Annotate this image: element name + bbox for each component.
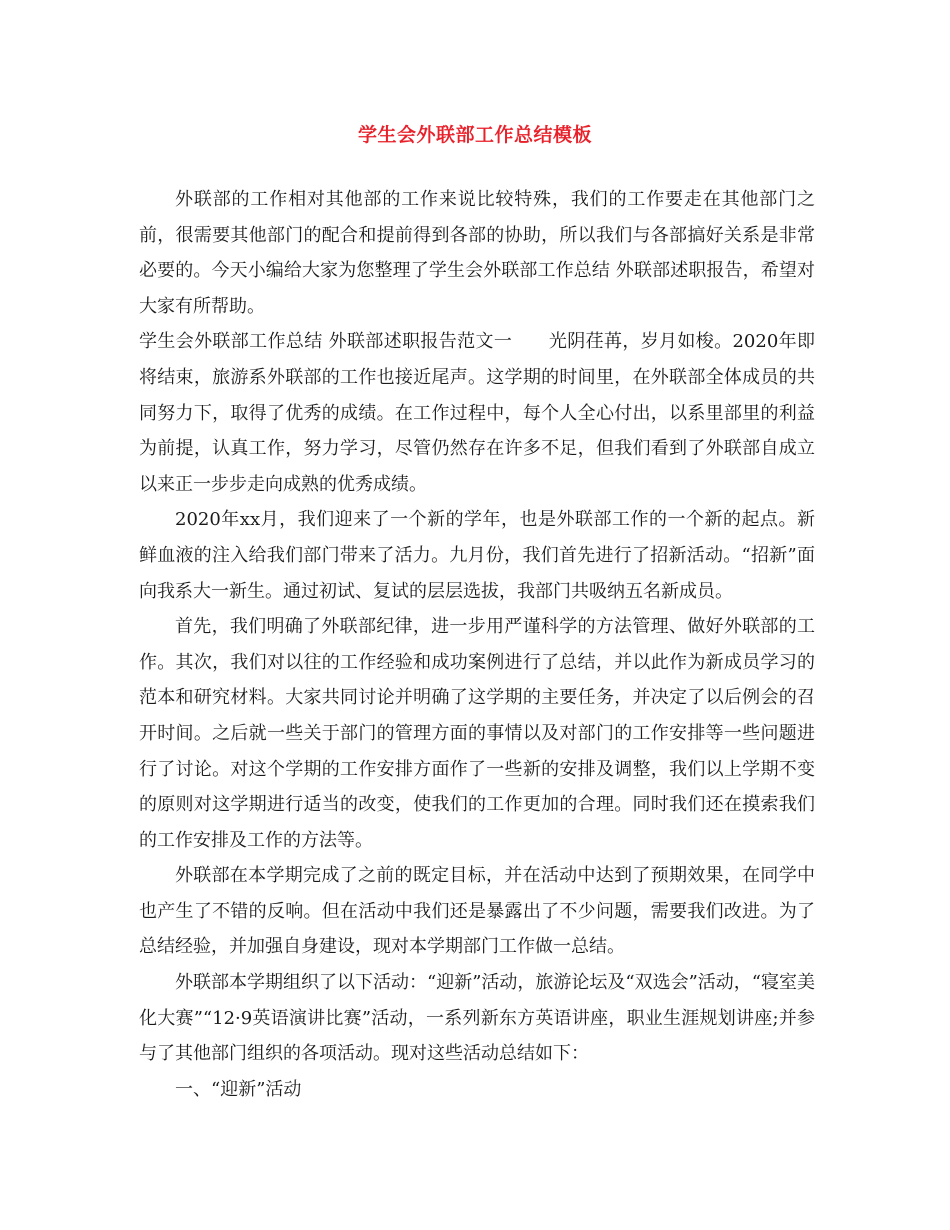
paragraph-recruitment: 2020年xx月，我们迎来了一个新的学年，也是外联部工作的一个新的起点。新鲜血液的注入给我们部门带来了活力。九月份，我们首先进行了招新活动。“招新”面向我系大一新生。通过初试、复试的层层选拔，我部门共吸纳五名新成员。 [139,509,815,602]
paragraph-sample-one: 学生会外联部工作总结 外联部述职报告范文一 光阴荏苒，岁月如梭。2020年即将结束，旅游系外联部的工作也接近尾声。这学期的时间里，在外联部全体成员的共同努力下，取得了优秀的成绩。在工作过程中，每个人全心付出，以系里部里的利益为前提，认真工作，努力学习，尽管仍然存在许多不足，但我们看到了外联部自成立以来正一步步走向成熟的优秀成绩。 [139,331,815,495]
paragraph-discipline: 首先，我们明确了外联部纪律，进一步用严谨科学的方法管理、做好外联部的工作。其次，我们对以往的工作经验和成功案例进行了总结，并以此作为新成员学习的范本和研究材料。大家共同讨论并明确了这学期的主要任务，并决定了以后例会的召开时间。之后就一些关于部门的管理方面的事情以及对部门的工作安排等一些问题进行了讨论。对这个学期的工作安排方面作了一些新的安排及调整，我们以上学期不变的原则对这学期进行适当的改变，使我们的工作更加的合理。同时我们还在摸索我们的工作安排及工作的方法等。 [139,616,815,851]
document-body [139,182,815,1107]
paragraph-intro: 外联部的工作相对其他部的工作来说比较特殊，我们的工作要走在其他部门之前，很需要其他部门的配合和提前得到各部的协助，所以我们与各部搞好关系是非常必要的。今天小编给大家为您整理了学生会外联部工作总结 外联部述职报告，希望对大家有所帮助。 [139,189,815,317]
document-title: 学生会外联部工作总结模板 [357,124,592,146]
section-heading-welcome: 一、“迎新”活动 [175,1078,302,1100]
paragraph-summary: 外联部在本学期完成了之前的既定目标，并在活动中达到了预期效果，在同学中也产生了不错的反响。但在活动中我们还是暴露出了不少问题，需要我们改进。为了总结经验，并加强自身建设，现对本学期部门工作做一总结。 [139,865,815,958]
paragraph-activities: 外联部本学期组织了以下活动：“迎新”活动，旅游论坛及“双选会”活动，“寝室美化大赛”“12·9英语演讲比赛”活动，一系列新东方英语讲座，职业生涯规划讲座;并参与了其他部门组织的各项活动。现对这些活动总结如下： [139,972,816,1065]
